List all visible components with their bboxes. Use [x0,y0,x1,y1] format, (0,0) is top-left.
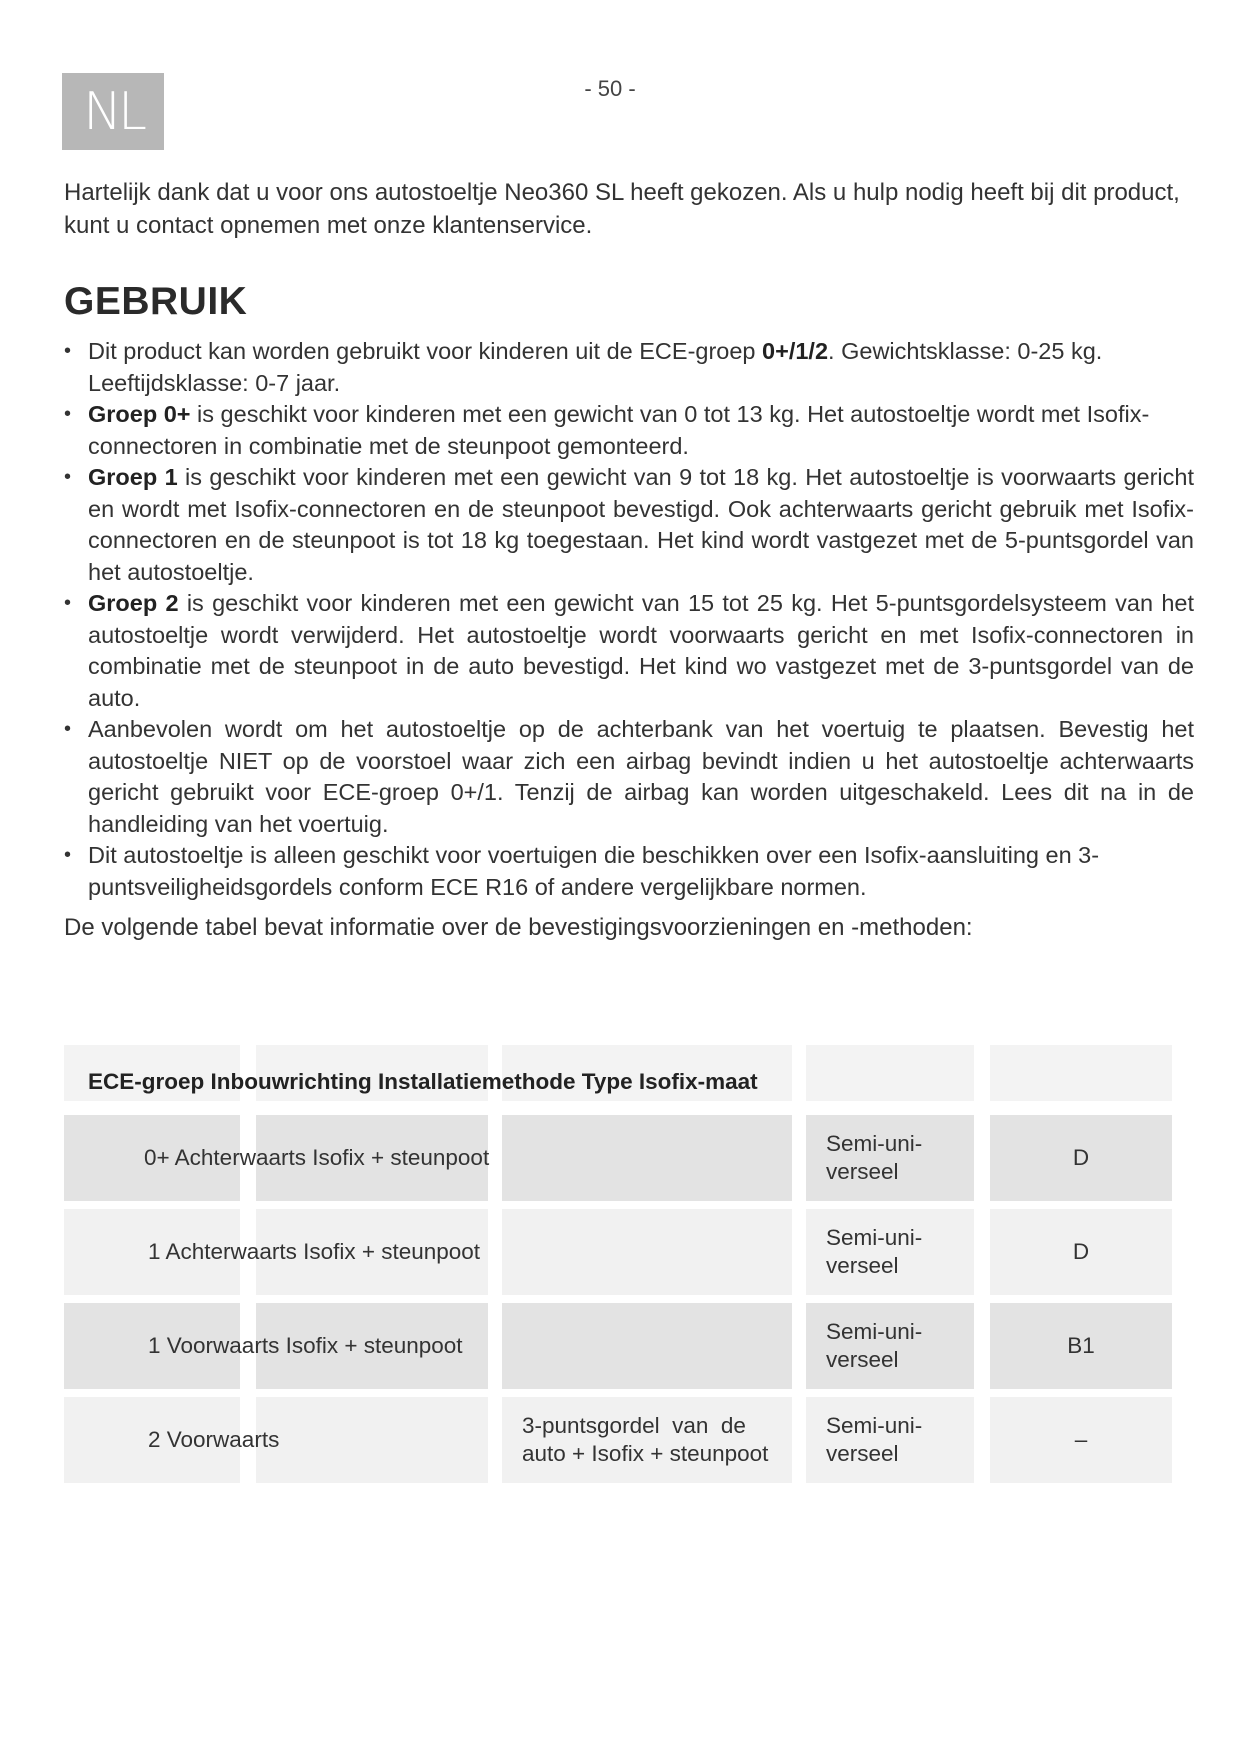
bullet-icon: • [64,340,72,362]
list-item [64,840,1194,903]
installation-cell [502,1397,792,1483]
list-item [64,714,1194,840]
installation-text: auto + Isofix + steunpoot [522,1441,769,1466]
type-text: Semi-uni- [826,1413,923,1438]
section-heading: GEBRUIK [64,280,248,323]
bullet-icon: • [64,844,72,866]
list-item [64,399,1194,462]
header-cell [990,1045,1172,1101]
item-bold: Groep 1 [88,464,178,490]
size-cell: D [990,1209,1172,1295]
type-text: Semi-uni- [826,1319,923,1344]
type-text: verseel [826,1347,899,1372]
installation-text: 3-puntsgordel van de [522,1413,746,1438]
type-text: verseel [826,1441,899,1466]
type-text: Semi-uni- [826,1131,923,1156]
type-cell [806,1209,974,1295]
bullet-icon: • [64,592,72,614]
item-text: is geschikt voor kinderen met een gewicht van 15 tot 25 kg. Het 5-puntsgordelsysteem van het autostoeltje wordt verwijderd. Het autostoeltje wordt voorwaarts gericht en met Isofix-connectoren in combinatie met de steunpoot in de auto bevestigd. Het kind wo vastgezet met de 3-puntsgordel van de auto. [88,590,1194,711]
type-text: Semi-uni- [826,1225,923,1250]
group-method-cell: 1 Voorwaarts Isofix + steunpoot [148,1333,463,1358]
header-cell [806,1045,974,1101]
item-bold: Groep 2 [88,590,179,616]
bullet-icon: • [64,403,72,425]
list-item [64,336,1194,399]
type-text: verseel [826,1253,899,1278]
usage-list [64,336,1194,903]
item-text: is geschikt voor kinderen met een gewicht van 9 tot 18 kg. Het autostoeltje is voorwaarts gericht en wordt met Isofix-connectoren en de steunpoot bevestigd. Ook achterwaarts gericht gebruik met Isofix-connectoren en de steunpoot is tot 18 kg toegestaan. Het kind wordt vastgezet met de 5-puntsgordel van het autostoeltje. [88,464,1194,585]
item-text: Dit autostoeltje is alleen geschikt voor voertuigen die beschikken over een Isofix-aansluiting en 3-puntsveiligheidsgordels conform ECE R16 of andere vergelijkbare normen. [88,842,1100,900]
item-text: Dit product kan worden gebruikt voor kinderen uit de ECE-groep [88,338,763,364]
item-bold: Groep 0+ [88,401,191,427]
language-badge: NL [62,73,164,150]
size-cell: D [990,1115,1172,1201]
item-text: is geschikt voor kinderen met een gewicht van 0 tot 13 kg. Het autostoeltje wordt met Isofix-connectoren in combinatie met de steunpoot gemonteerd. [88,401,1150,459]
item-bold: 0+/1/2 [762,338,829,364]
group-method-cell: 1 Achterwaarts Isofix + steunpoot [148,1239,481,1264]
item-text: Aanbevolen wordt om het autostoeltje op de achterbank van het voertuig te plaatsen. Bevestig het autostoeltje NIET op de voorstoel waar zich een airbag bevindt indien u het autostoeltje achterwaarts gericht gebruikt voor ECE-groep 0+/1. Tenzij de airbag kan worden uitgeschakeld. Lees dit na in de handleiding van het voertuig. [88,716,1194,837]
table-header: ECE-groep Inbouwrichting Installatiemethode Type Isofix-maat [88,1069,758,1094]
size-cell: B1 [990,1303,1172,1389]
type-text: verseel [826,1159,899,1184]
type-cell [806,1115,974,1201]
type-cell [806,1303,974,1389]
item-text: . Gewichtsklasse: 0-25 kg. Leeftijdsklasse: 0-7 jaar. [88,338,1103,396]
table-intro: De volgende tabel bevat informatie over de bevestigingsvoorzieningen en -methoden: [64,914,973,941]
bullet-icon: • [64,718,72,740]
list-item [64,462,1194,588]
list-item [64,588,1194,714]
page-number: - 50 - [584,76,636,101]
bullet-icon: • [64,466,72,488]
type-cell [806,1397,974,1483]
group-method-cell: 0+ Achterwaarts Isofix + steunpoot [144,1145,490,1170]
size-cell: – [990,1397,1172,1483]
group-method-cell: 2 Voorwaarts [148,1427,280,1452]
intro-paragraph: Hartelijk dank dat u voor ons autostoeltje Neo360 SL heeft gekozen. Als u hulp nodig heeft bij dit product, kunt u contact opnemen met onze klantenservice. [64,179,1180,239]
